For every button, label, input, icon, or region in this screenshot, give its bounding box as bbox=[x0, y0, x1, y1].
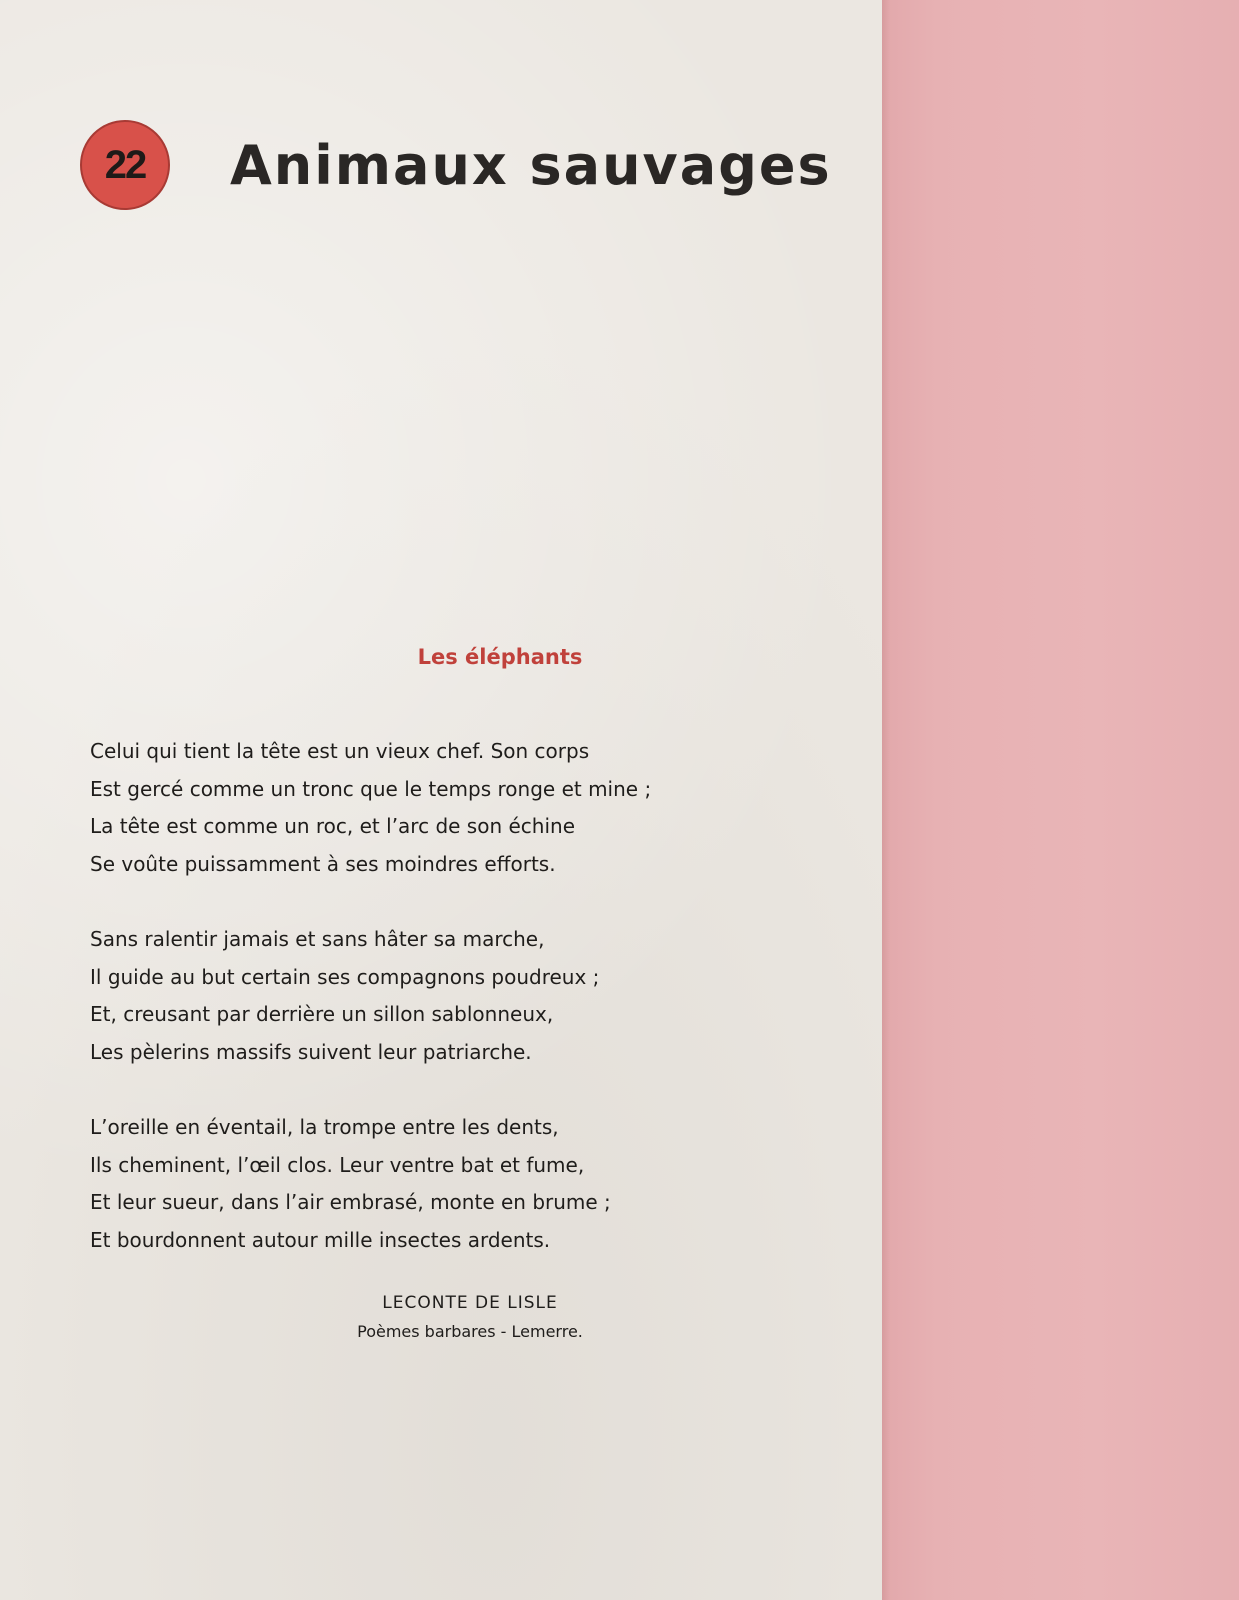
stanza-3 bbox=[90, 1109, 790, 1259]
poem-line: Les pèlerins massifs suivent leur patriarche. bbox=[90, 1039, 532, 1064]
chapter-header bbox=[80, 120, 832, 210]
poem-line: Se voûte puissamment à ses moindres efforts. bbox=[90, 851, 556, 876]
stanza-1 bbox=[90, 733, 790, 883]
source-reference: Poèmes barbares - Lemerre. bbox=[357, 1322, 583, 1341]
poem-line: Et, creusant par derrière un sillon sablonneux, bbox=[90, 1002, 554, 1026]
stanza-2 bbox=[90, 921, 790, 1071]
author-name: LECONTE DE LISLE bbox=[382, 1293, 558, 1313]
poem-body bbox=[90, 733, 790, 1297]
poem-title: Les éléphants bbox=[417, 645, 583, 669]
poem-line: L’oreille en éventail, la trompe entre les dents, bbox=[90, 1115, 559, 1139]
chapter-title: Animaux sauvages bbox=[230, 133, 832, 197]
poem-line: Et bourdonnent autour mille insectes ardents. bbox=[90, 1227, 551, 1252]
poem-line: Celui qui tient la tête est un vieux chef. Son corps bbox=[90, 739, 590, 763]
attribution bbox=[0, 1288, 940, 1346]
pink-side-band bbox=[882, 0, 1239, 1600]
chapter-number-badge: 22 bbox=[80, 120, 170, 210]
poem-line: La tête est comme un roc, et l’arc de son échine bbox=[90, 814, 575, 838]
poem-line: Sans ralentir jamais et sans hâter sa marche, bbox=[90, 927, 545, 951]
poem-line: Ils cheminent, l’œil clos. Leur ventre bat et fume, bbox=[90, 1152, 585, 1177]
poem-line: Est gercé comme un tronc que le temps ronge et mine ; bbox=[90, 776, 652, 801]
poem-line: Et leur sueur, dans l’air embrasé, monte en brume ; bbox=[90, 1190, 611, 1214]
poem-line: Il guide au but certain ses compagnons poudreux ; bbox=[90, 964, 600, 989]
